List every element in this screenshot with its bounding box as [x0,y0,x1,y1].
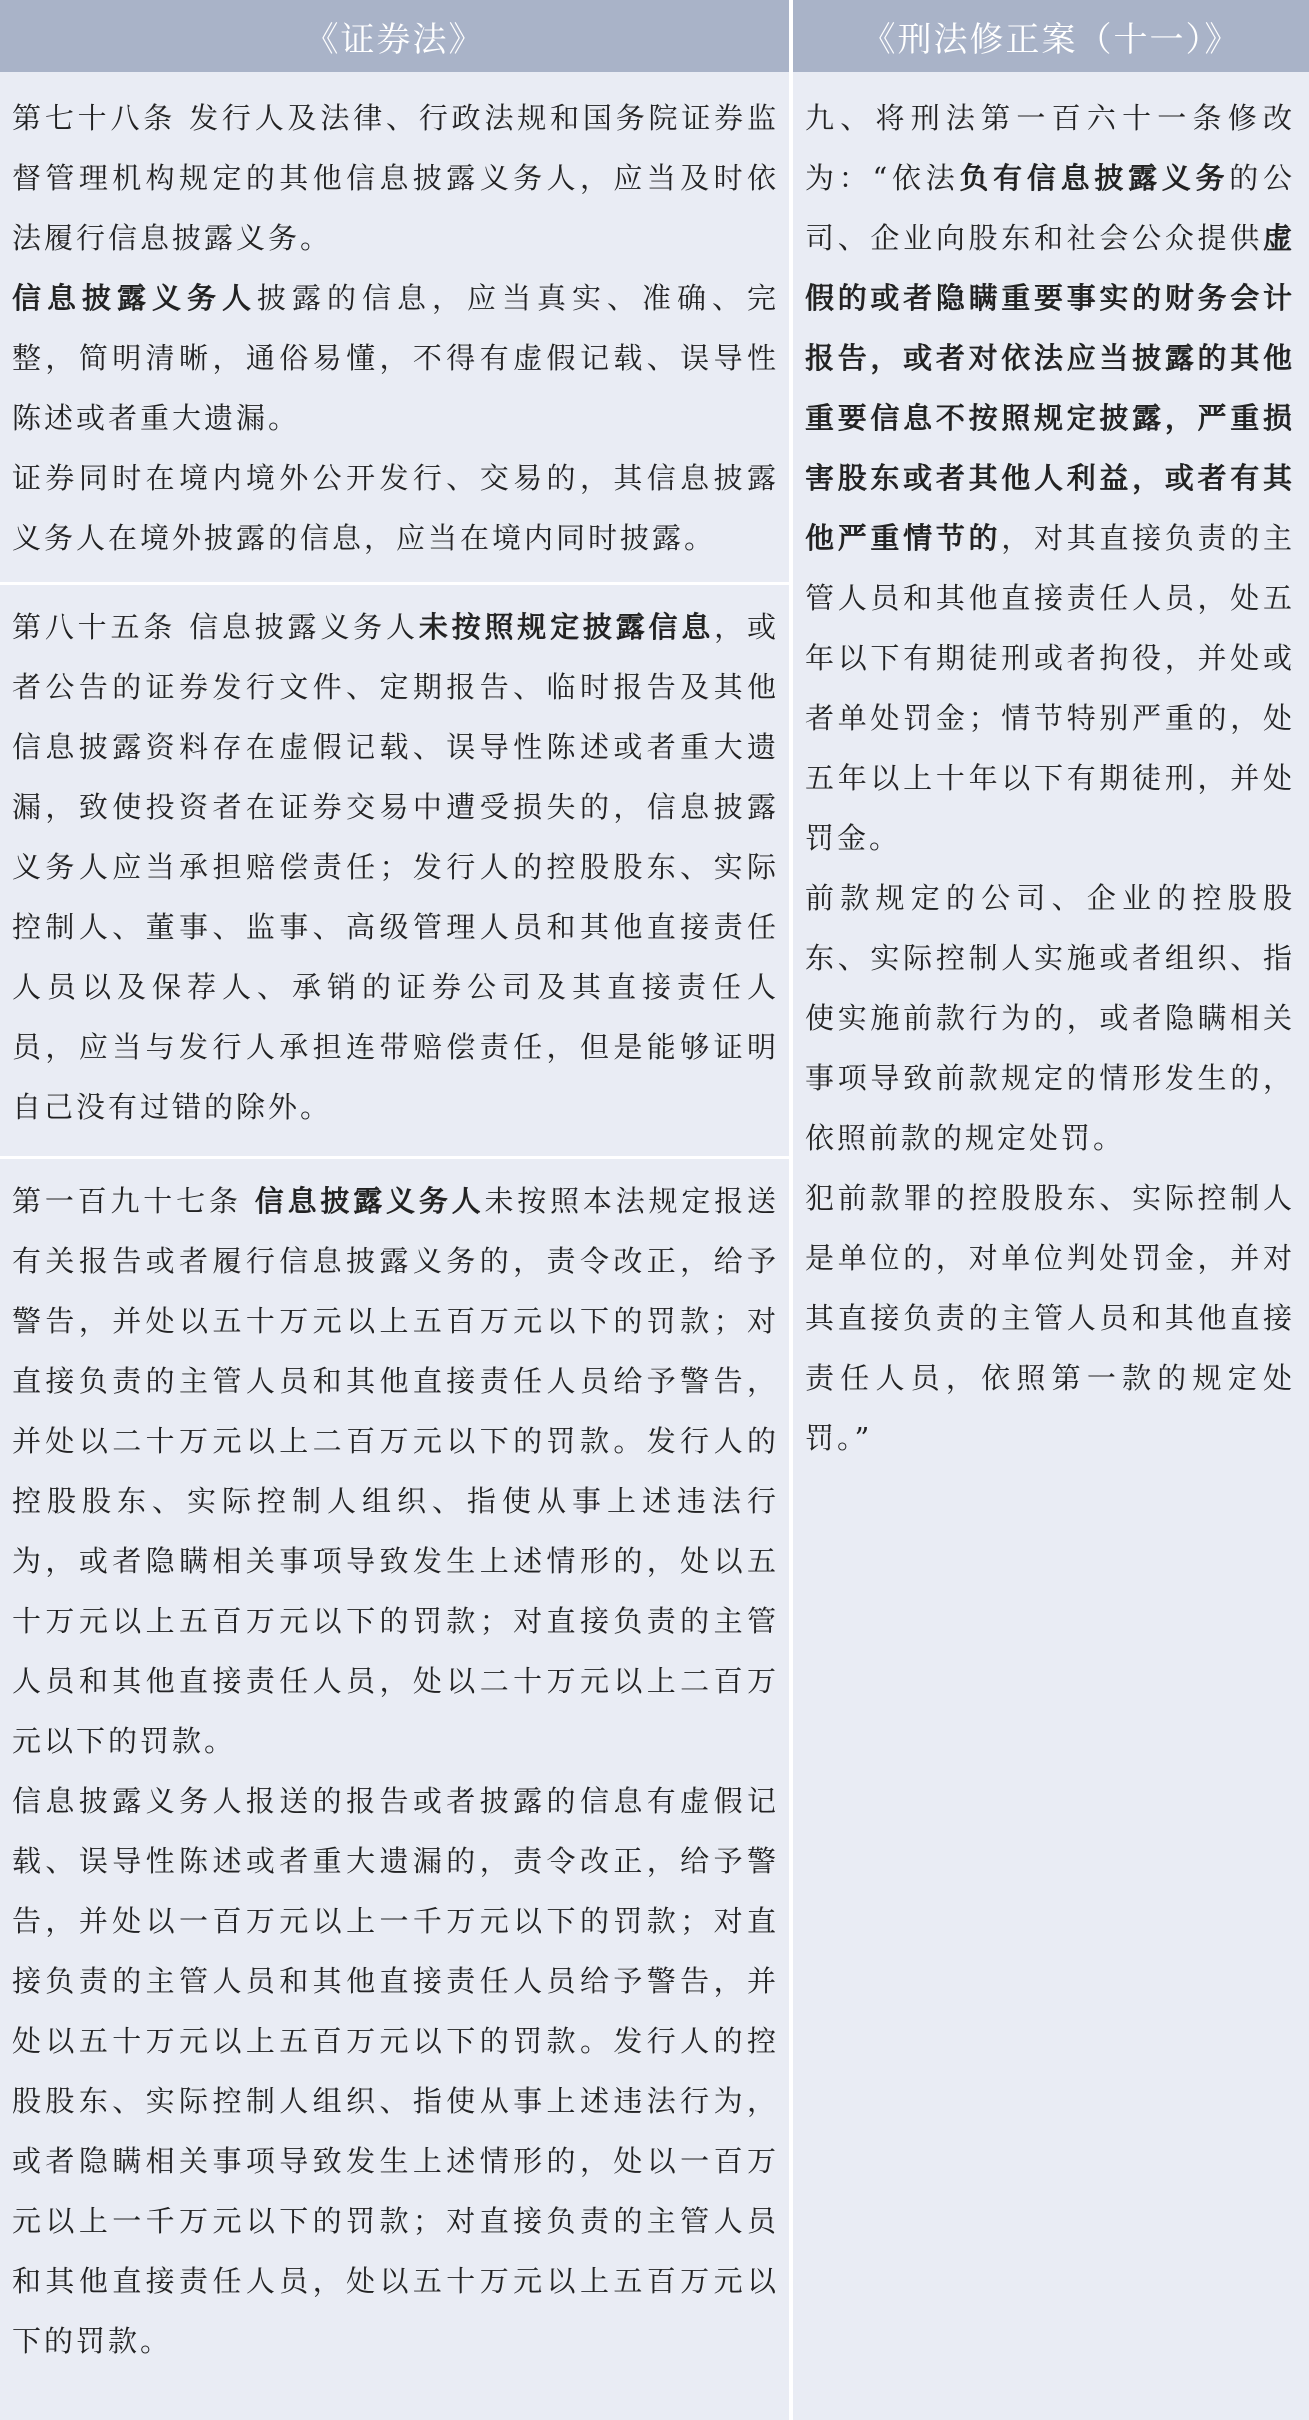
article-197-para-2: 信息披露义务人报送的报告或者披露的信息有虚假记载、误导性陈述或者重大遗漏的，责令改正，给予警告，并处以一百万元以上一千万元以下的罚款；对直接负责的主管人员和其他直接责任人员给予警告，并处以五十万元以上五百万元以下的罚款。发行人的控股股东、实际控制人组织、指使从事上述违法行为，或者隐瞒相关事项导致发生上述情形的，处以一百万元以上一千万元以下的罚款；对直接负责的主管人员和其他直接责任人员，处以五十万元以上五百万元以下的罚款。 [12,1784,779,2358]
article-85-bold-term: 未按照规定披露信息 [418,610,715,644]
article-161-para-2: 前款规定的公司、企业的控股股东、实际控制人实施或者组织、指使实施前款行为的，或者隐瞒相关事项导致前款规定的情形发生的，依照前款的规定处罚。 [805,881,1295,1155]
row-divider [0,582,789,585]
article-161-cell [793,88,1309,1468]
article-85-text: ，或者公告的证券发行文件、定期报告、临时报告及其他信息披露资料存在虚假记载、误导性陈述或者重大遗漏，致使投资者在证券交易中遭受损失的，信息披露义务人应当承担赔偿责任；发行人的控股股东、实际控制人、董事、监事、高级管理人员和其他直接责任人员以及保荐人、承销的证券公司及其直接责任人员，应当与发行人承担连带赔偿责任，但是能够证明自己没有过错的除外。 [12,610,779,1124]
article-78-para-2-text: 披露的信息，应当真实、准确、完整，简明清晰，通俗易懂，不得有虚假记载、误导性陈述或者重大遗漏。 [12,281,779,435]
article-161-mid: 的公司、企业向股东和社会公众提供 [805,161,1295,255]
article-197-para-1 [0,1171,789,1771]
article-161-para-1 [793,88,1309,868]
criminal-law-column [793,0,1309,2420]
article-197-text: 未按照本法规定报送有关报告或者履行信息披露义务的，责令改正，给予警告，并处以五十万元以上五百万元以下的罚款；对直接负责的主管人员和其他直接责任人员给予警告，并处以二十万元以上二百万元以下的罚款。发行人的控股股东、实际控制人组织、指使从事上述违法行为，或者隐瞒相关事项导致发生上述情形的，处以五十万元以上五百万元以下的罚款；对直接负责的主管人员和其他直接责任人员，处以二十万元以上二百万元以下的罚款。 [12,1184,779,1758]
article-78-para-1: 第七十八条 发行人及法律、行政法规和国务院证券监督管理机构规定的其他信息披露义务人，应当及时依法履行信息披露义务。 [12,101,779,255]
article-85-para [0,597,789,1137]
article-197-prefix: 第一百九十七条 [12,1184,255,1218]
article-161-prefix: 九、将刑法第一百六十一条修改为：“依法 [805,101,1295,195]
criminal-law-header: 《刑法修正案（十一）》 [793,0,1309,72]
row-divider [0,1156,789,1159]
article-197-bold-term: 信息披露义务人 [254,1184,485,1218]
article-78-bold-term: 信息披露义务人 [12,281,257,315]
article-161-rest: ，对其直接负责的主管人员和其他直接责任人员，处五年以下有期徒刑或者拘役，并处或者单处罚金；情节特别严重的，处五年以上十年以下有期徒刑，并处罚金。 [805,521,1295,855]
securities-law-header: 《证券法》 [0,0,789,72]
article-78-cell [0,88,789,568]
article-85-cell [0,597,789,1137]
article-161-bold-2: 虚假的或者隐瞒重要事实的财务会计报告，或者对依法应当披露的其他重要信息不按照规定披露，严重损害股东或者其他人利益，或者有其他严重情节的 [805,221,1295,555]
article-78-para-2 [0,268,789,448]
article-78-para-3: 证券同时在境内境外公开发行、交易的，其信息披露义务人在境外披露的信息，应当在境内同时披露。 [12,461,779,555]
article-85-prefix: 第八十五条 信息披露义务人 [12,610,419,644]
article-161-para-3: 犯前款罪的控股股东、实际控制人是单位的，对单位判处罚金，并对其直接负责的主管人员和其他直接责任人员，依照第一款的规定处罚。” [805,1181,1295,1455]
article-161-bold-1: 负有信息披露义务 [959,161,1230,195]
article-197-cell [0,1171,789,2371]
